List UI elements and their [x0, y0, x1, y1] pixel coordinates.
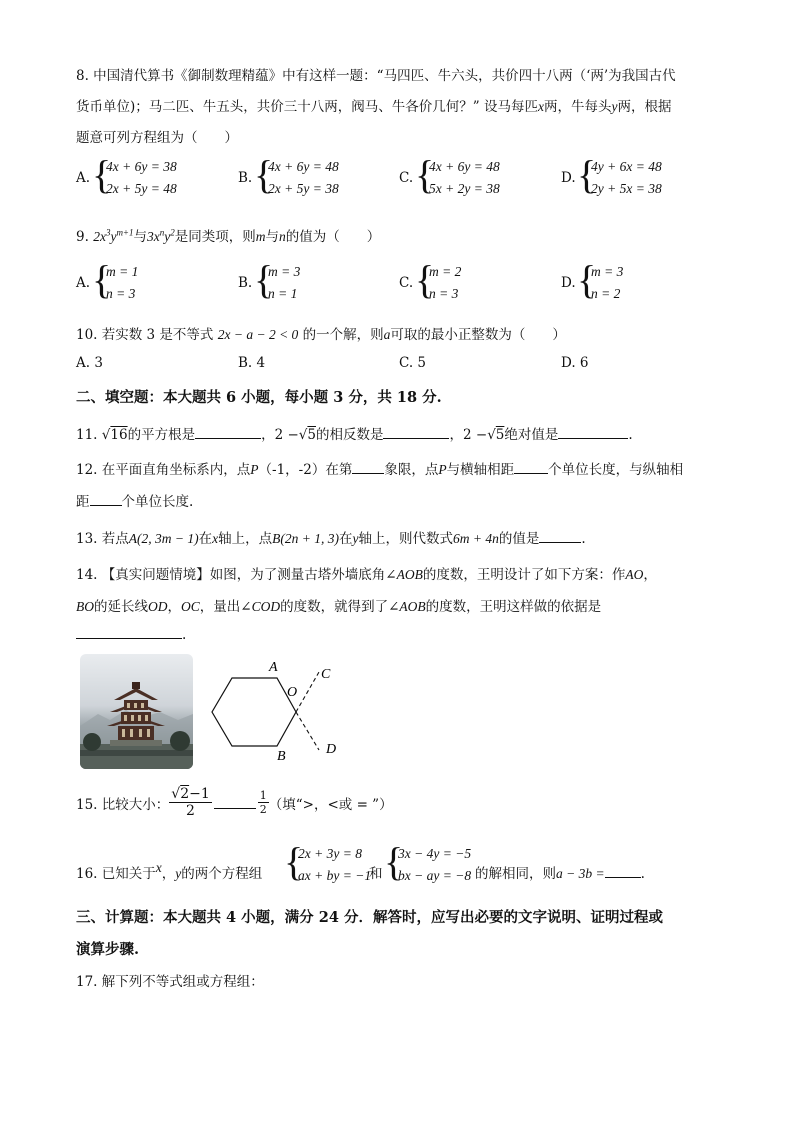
- q11-text-3b: 绝对值是: [504, 427, 559, 443]
- q15-fraction-2: $\frac{1}{2}$: [259, 789, 267, 816]
- q12-point-p: P: [250, 462, 259, 477]
- q10-option-a[interactable]: A. 3: [76, 355, 103, 371]
- q10-text-b: 的一个解，则: [302, 327, 384, 343]
- q11-number: 11.: [76, 427, 98, 443]
- q12-text-d: 与横轴相距: [446, 462, 515, 478]
- q9-option-label-c[interactable]: C.: [399, 275, 414, 291]
- sqrt-5-a: √5: [298, 427, 316, 443]
- q11-blank-1[interactable]: [195, 426, 261, 439]
- label-a: A: [269, 660, 278, 675]
- label-c: C: [321, 667, 331, 682]
- q10-var-a: a: [383, 327, 391, 342]
- section2-heading: 二、填空题：本大题共 6 小题，每小题 3 分，共 18 分.: [76, 389, 442, 406]
- q15-fraction-1: $\frac{√2-1}{2}$: [171, 786, 210, 819]
- q16-and: 和: [369, 866, 383, 882]
- q9-tail-b: 与: [265, 229, 280, 245]
- q9-term2: $3x^ny^2$: [147, 227, 175, 244]
- q12-line2: 距 个单位长度.: [76, 494, 194, 510]
- q10-option-d[interactable]: D. 6: [561, 355, 589, 371]
- q9-var-n: n: [279, 229, 286, 244]
- q10-stem: [76, 323, 566, 343]
- q12-blank-y-dist[interactable]: [90, 493, 122, 506]
- q9-tail-a: 是同类项，则: [174, 229, 256, 245]
- q8-line2-text-a: 货币单位)；马二匹、牛五头，共价三十八两，阀马、牛各价几何？” 设马每匹: [76, 99, 538, 115]
- q10-text-a: 10. 若实数 3 是不等式: [76, 327, 214, 343]
- q14-angle-aob: ∠AOB: [385, 567, 423, 582]
- q8-option-label-c[interactable]: C.: [399, 170, 414, 186]
- q11-text-3a: ，2 −: [449, 427, 488, 443]
- q11-blank-2[interactable]: [383, 426, 449, 439]
- pagoda-photo: [80, 654, 193, 769]
- q9-term1: $2x^3y^{m+1}$: [93, 227, 134, 244]
- q8-var-x: x: [537, 99, 544, 114]
- q14-line3: .: [76, 626, 186, 643]
- label-d: D: [326, 742, 337, 757]
- section3-heading-line1: 三、计算题：本大题共 4 小题，满分 24 分．解答时，应写出必要的文字说明、证明过程或: [76, 909, 663, 926]
- pagoda-illustration: [80, 654, 193, 769]
- q16-blank[interactable]: [605, 865, 641, 878]
- q8-line2-text-b: 两，牛每头: [543, 99, 612, 115]
- sqrt-16: √16: [101, 427, 128, 443]
- q8-line1: 8. 中国清代算书《御制数理精蕴》中有这样一题：“马四匹、牛六头，共价四十八两（‘两’为我国古代: [76, 68, 676, 84]
- q13-point-b: B(2n + 1, 3): [272, 531, 339, 546]
- q10-inequality: 2x − a − 2 < 0: [217, 327, 299, 342]
- q14-line1: 14. 【真实问题情境】如图，为了测量古塔外墙底角∠AOB的度数，王明设计了如下方案：作AO，: [76, 567, 657, 583]
- q12-text-c: 象限，点: [384, 462, 439, 478]
- q9-stem: [76, 225, 380, 245]
- q12-text-b: （-1，-2）在第: [258, 462, 353, 478]
- q8-option-label-a[interactable]: A.: [76, 170, 91, 186]
- section3-heading-line2: 演算步骤.: [76, 941, 140, 958]
- q17-stem: 17. 解下列不等式组或方程组：: [76, 974, 264, 990]
- q13-stem: 13. 若点A(2, 3m − 1)在x轴上，点B(2n + 1, 3)在y轴上，则代数式6m + 4n的值是 .: [76, 531, 586, 547]
- q15-stem: 15. 比较大小： $\frac{√2-1}{2}$ $\frac{1}{2}$ （填“>，<或 = ”）: [76, 786, 393, 819]
- sqrt-5-b: √5: [487, 427, 505, 443]
- q8-line2-text-c: 两，根据: [617, 99, 672, 115]
- q11-text-2a: ，2 −: [261, 427, 299, 443]
- q10-text-c: 可取的最小正整数为（ ）: [390, 327, 566, 343]
- q16-tail: 的解相同，则a − 3b = .: [475, 866, 645, 882]
- q14-angle-cod: ∠COD: [240, 599, 281, 614]
- q11-blank-3[interactable]: [558, 426, 628, 439]
- q12-text-a: 12. 在平面直角坐标系内，点: [76, 462, 251, 478]
- q8-line2: [76, 95, 671, 115]
- q12-point-p-2: P: [438, 462, 447, 477]
- q9-mid: 与: [133, 229, 148, 245]
- q8-option-label-b[interactable]: B.: [238, 170, 253, 186]
- q14-blank[interactable]: [76, 626, 182, 639]
- q8-line3: 题意可列方程组为（ ）: [76, 130, 238, 146]
- label-b: B: [277, 749, 286, 762]
- hexagon-angle-diagram: [205, 656, 345, 762]
- q12-text-e: 个单位长度，与纵轴相: [548, 462, 684, 478]
- q9-number: 9.: [76, 229, 89, 245]
- q12-line1: [76, 458, 683, 478]
- ray-od: [296, 712, 319, 750]
- q14-line2: BO的延长线OD，OC，量出∠COD的度数，就得到了∠AOB的度数，王明这样做的依据是: [76, 599, 602, 615]
- hexagon-shape: [212, 678, 296, 746]
- q12-blank-x-dist[interactable]: [514, 461, 548, 474]
- q16-stem: 16. 已知关于x，y的两个方程组: [76, 860, 263, 882]
- ray-oc: [296, 672, 319, 712]
- label-o: O: [287, 685, 298, 700]
- q9-tail-c: 的值为（ ）: [285, 229, 381, 245]
- q9-var-m: m: [255, 229, 266, 244]
- q9-option-label-a[interactable]: A.: [76, 275, 91, 291]
- q11-text-2b: 的相反数是: [315, 427, 384, 443]
- q8-option-label-d[interactable]: D.: [561, 170, 576, 186]
- q11-stem: 11. √16的平方根是 ，2 −√5的相反数是 ，2 −√5绝对值是 .: [76, 427, 633, 443]
- q13-blank[interactable]: [539, 530, 581, 543]
- q13-point-a: A(2, 3m − 1): [128, 531, 199, 546]
- q15-blank[interactable]: [214, 796, 256, 809]
- q11-text-1: 的平方根是: [127, 427, 196, 443]
- q9-option-label-d[interactable]: D.: [561, 275, 576, 291]
- q8-var-y: y: [611, 99, 618, 114]
- q12-blank-quadrant[interactable]: [352, 461, 384, 474]
- q10-option-c[interactable]: C. 5: [399, 355, 427, 371]
- q13-expression: 6m + 4n: [452, 531, 499, 546]
- q10-option-b[interactable]: B. 4: [238, 355, 266, 371]
- q9-option-label-b[interactable]: B.: [238, 275, 253, 291]
